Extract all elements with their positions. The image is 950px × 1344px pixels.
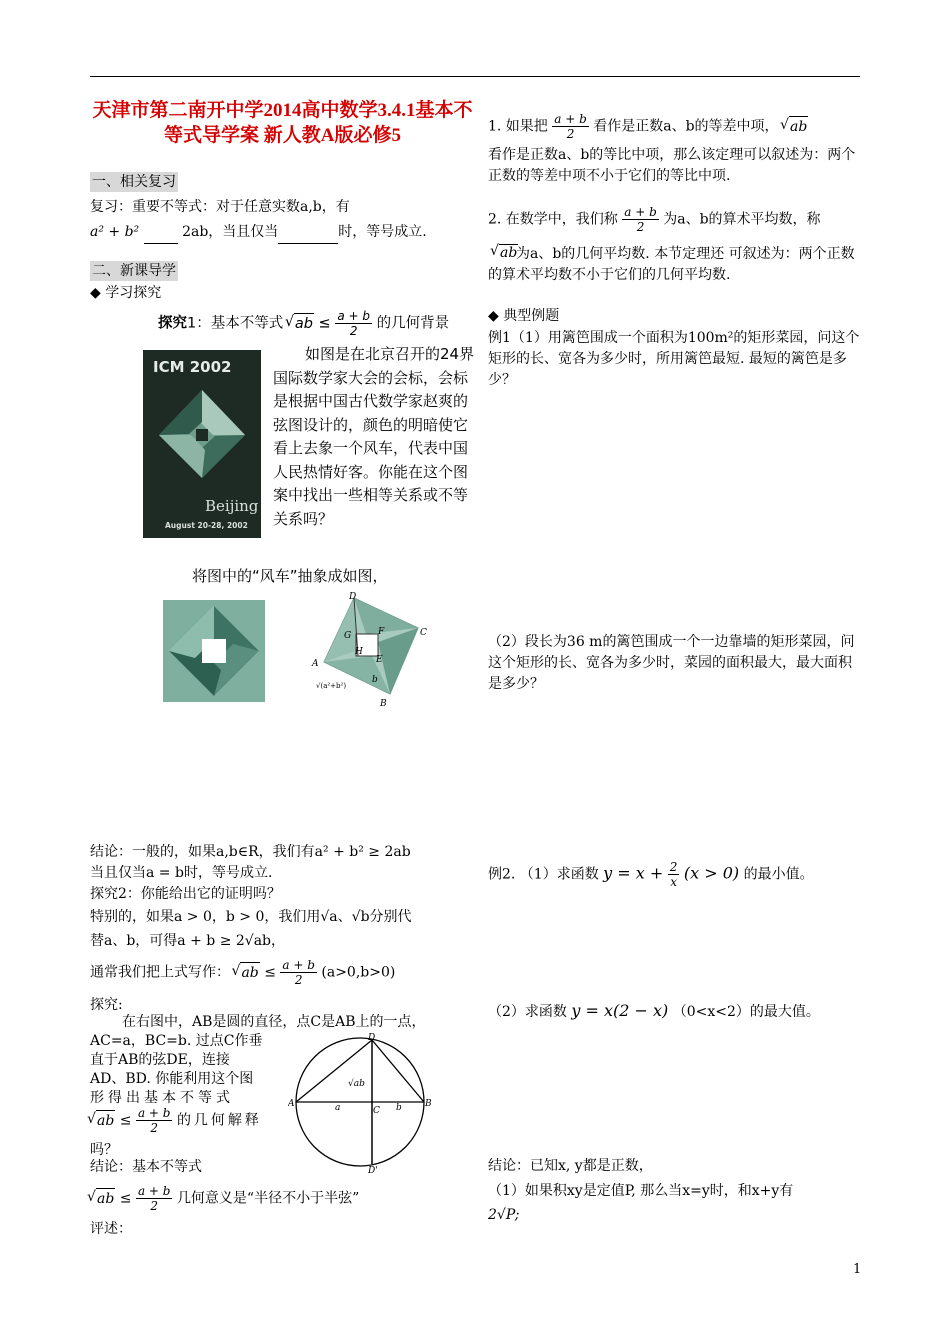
comment: 评述： (90, 1221, 132, 1237)
blank-1 (144, 222, 178, 244)
usual-text: 通常我们把上式写作： (90, 964, 230, 981)
right-p1-line1 (488, 112, 808, 141)
explore3-heading: 探究: (90, 997, 123, 1013)
ex2e: （0<x<2）的最大值。 (672, 1004, 820, 1020)
circle-label-a: a (335, 1103, 341, 1113)
conclusion-1b: 当且仅当a = b时，等号成立. (90, 865, 273, 881)
review-end: 时，等号成立. (338, 224, 427, 240)
right-conclusion-2: 2√P; (488, 1207, 520, 1223)
frac-2: $\frac{a + b}{2}$ (282, 958, 315, 987)
right-conclusion-1: （1）如果积xy是定值P, 那么当x=y时，和x+y有 (488, 1183, 794, 1199)
example-2a-line (488, 860, 814, 889)
square-pinwheel-figure (163, 600, 265, 702)
circle-figure (288, 1030, 433, 1180)
p1b: 看作是正数a、b的等差中项， (593, 118, 779, 135)
circle-line-3: 直于AB的弦DE，连接 (90, 1052, 230, 1068)
fig-label-D: D (349, 592, 357, 602)
icm-title: ICM 2002 (153, 358, 232, 376)
explore1-tail: 的几何背景 (376, 315, 450, 332)
frac-r1: $\frac{a + b}{2}$ (554, 112, 587, 141)
sqrt-ab-2: √ ab (240, 962, 259, 984)
fig-label-B: B (380, 699, 387, 708)
circle-label-A: A (288, 1099, 295, 1109)
conclusion-2b-text: 几何意义是“半径不小于半弦” (176, 1190, 360, 1207)
examples-heading: ◆ 典型例题 (488, 308, 560, 324)
usual-form-line: 通常我们把上式写作： √ ab ≤ $\frac{a + b}{2}$ (a>0,b>0) (90, 958, 395, 987)
fig-label-H: H (355, 647, 363, 657)
conclusion-2-line: √ ab ≤ $\frac{a + b}{2}$ 几何意义是“半径不小于半弦” (90, 1184, 359, 1213)
fig-label-F: F (378, 627, 385, 637)
special-2: 替a、b，可得a + b ≥ 2√ab， (90, 933, 286, 949)
labeled-windmill-figure (306, 590, 436, 708)
fig-label-hyp: √(a²+b²) (316, 682, 347, 690)
usual-cond: (a>0,b>0) (321, 964, 396, 981)
conclusion-2: 结论：基本不等式 (90, 1159, 202, 1175)
circle-line-5: 形得出基本不等式 (90, 1090, 234, 1106)
frac-ex2: $\frac{2}{x}$ (669, 860, 678, 889)
circle-label-D-prime: D' (368, 1166, 378, 1176)
example-1: 例1（1）用篱笆围成一个面积为100m²的矩形菜园，问这个矩形的长、宽各为多少时，所用篱笆最短. 最短的篱笆是多少？ (488, 330, 860, 388)
ex2a: 例2. （1）求函数 (488, 866, 599, 883)
circle-label-b: b (396, 1103, 402, 1113)
section-review-heading: 一、相关复习 (92, 174, 176, 190)
frac-4: $\frac{a + b}{2}$ (137, 1184, 171, 1213)
sqrt-ab-r2: √ ab (499, 244, 518, 261)
frac-a-plus-b: $\frac{a + b}{2}$ (337, 309, 370, 338)
sqrt-ab-4: √ ab (96, 1188, 115, 1210)
right-p2-rest (488, 244, 860, 286)
explore1-label: 探究 (158, 315, 187, 332)
frac-r2: $\frac{a + b}{2}$ (624, 205, 657, 234)
review-line-2 (90, 222, 427, 244)
icm-city: Beijing (205, 497, 259, 515)
example-2b-line (488, 1000, 820, 1023)
sqrt-ab-3: √ ab (96, 1110, 115, 1132)
fig-label-G: G (344, 631, 352, 641)
sqrt-ab: √ ab (294, 313, 314, 335)
review-expr: a² + b² (90, 224, 140, 240)
circle-line-2: AC=a，BC=b. 过点C作垂 (90, 1033, 263, 1049)
ex2d: y = x(2 − x) (571, 1001, 669, 1020)
blank-2 (278, 222, 338, 244)
header-rule (90, 76, 860, 77)
ex2-cond: (x > 0) (683, 863, 740, 883)
fig-label-E: E (376, 655, 383, 665)
circle-label-C: C (373, 1106, 380, 1116)
review-mid: 2ab，当且仅当 (182, 224, 279, 240)
right-p1-rest: 看作是正数a、b的等比中项，那么该定理可以叙述为：两个正数的等差中项不小于它们的等比中项. (488, 147, 856, 184)
circle-line-6-text: 的几何解释 (176, 1112, 262, 1129)
icm-dates: August 20-28, 2002 (165, 521, 248, 530)
right-p2-line1 (488, 205, 821, 234)
p1a: 1. 如果把 (488, 118, 548, 135)
fig-label-C: C (420, 628, 427, 638)
sqrt-ab-r1: √ ab (789, 116, 808, 138)
fig-label-A: A (312, 659, 319, 669)
fig-label-b: b (372, 675, 378, 685)
special-1: 特别的，如果a > 0，b > 0，我们用√a、√b分别代 (90, 909, 412, 925)
example-1b: （2）段长为36 m的篱笆围成一个一边靠墙的矩形菜园，问这个矩形的长、宽各为多少时，菜园的面积最大，最大面积是多少？ (488, 634, 855, 692)
circle-line-6: √ ab ≤ $\frac{a + b}{2}$ 的几何解释 (90, 1106, 262, 1135)
frac-3: $\frac{a + b}{2}$ (137, 1106, 171, 1135)
ex2c: （2）求函数 (488, 1004, 567, 1020)
review-line-1: 复习：重要不等式：对于任意实数a,b，有 (90, 199, 350, 215)
icm-logo-image (143, 350, 261, 538)
document-title: 天津市第二南开中学2014高中数学3.4.1基本不等式导学案 新人教A版必修5 (92, 100, 473, 146)
circle-label-B: B (425, 1099, 432, 1109)
right-conclusion: 结论：已知x, y都是正数， (488, 1158, 653, 1174)
page-number: 1 (853, 1262, 862, 1277)
circle-label-sqrtab: √ab (348, 1079, 365, 1089)
p2b: 为a、b的算术平均数，称 (663, 211, 821, 228)
ex2b: 的最小值。 (743, 866, 814, 883)
abstract-caption: 将图中的“风车”抽象成如图， (192, 567, 388, 585)
explore1-text: 1：基本不等式 (187, 315, 284, 332)
circle-line-4: AD、BD. 你能利用这个图 (90, 1071, 254, 1087)
icm-description: 如图是在北京召开的24界国际数学家大会的会标，会标是根据中国古代数学家赵爽的弦图设计的，颜色的明暗使它看上去象一个风车，代表中国人民热情好客。你能在这个图案中找出一些相等关系或不等关系吗？ (273, 345, 475, 528)
study-heading: ◆ 学习探究 (90, 285, 162, 301)
conclusion-1a: 结论：一般的，如果a,b∈R，我们有a² + b² ≥ 2ab (90, 844, 411, 860)
p2c: 为a、b的几何平均数. 本节定理还 可叙述为：两个正数的算术平均数不小于它们的几何平均数. (488, 246, 855, 283)
ex2-func: y = x + (603, 863, 664, 883)
circle-line-7: 吗？ (90, 1142, 118, 1158)
circle-label-D: D (368, 1033, 376, 1043)
explore2: 探究2：你能给出它的证明吗？ (90, 886, 281, 902)
section-new-heading: 二、新课导学 (92, 263, 176, 279)
explore1-line: 探究1：基本不等式 √ ab ≤ $\frac{a + b}{2}$ 的几何背景 (158, 309, 449, 338)
p2a: 2. 在数学中，我们称 (488, 211, 618, 228)
circle-line-1: 在右图中，AB是圆的直径，点C是AB上的一点， (122, 1014, 426, 1030)
